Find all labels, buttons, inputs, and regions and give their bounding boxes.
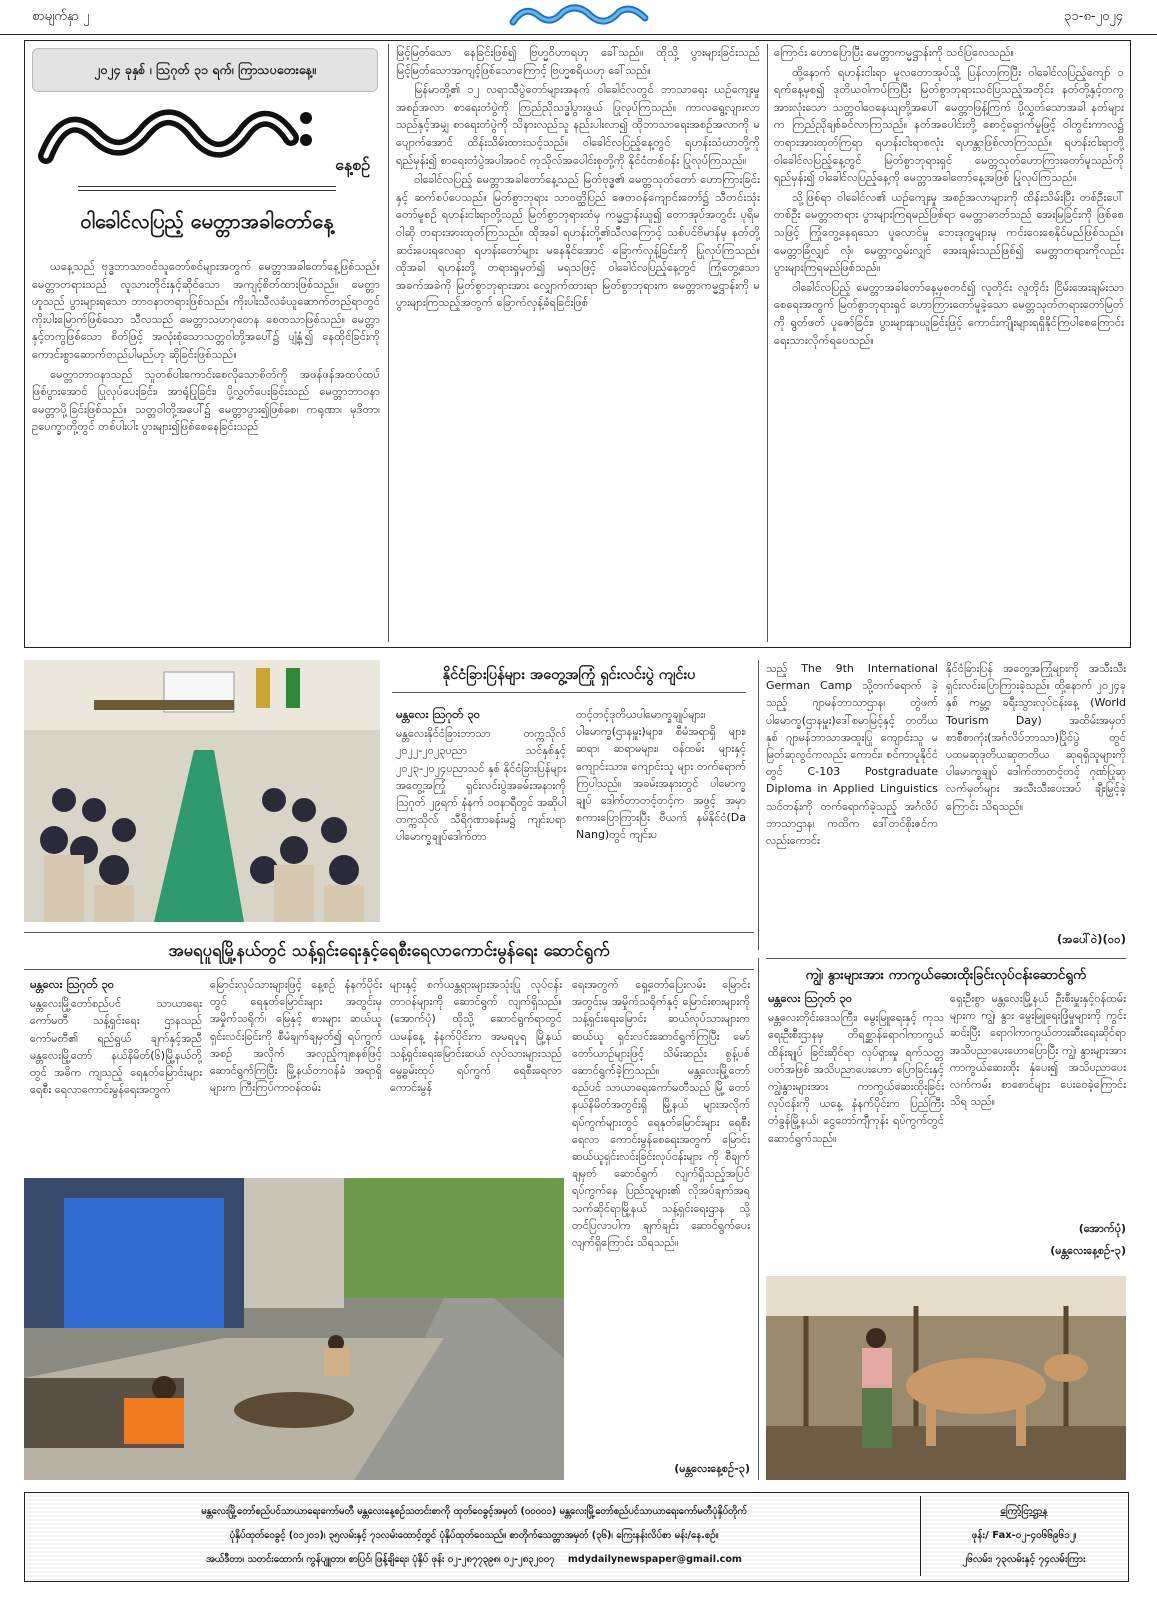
story-amarapura-col-a: [30, 976, 202, 1170]
editorial-paragraph: ထို့နောက် ရဟန်းငါးရာ မူလတောအုပ်သို့ ပြန်လာကြပြီး ဝါခေါင်လပြည့်ကျော် ၁ ရက်နေ့မှစ၍ ဒုတိယဝါကပ်ကြပြီး မြတ်စွာဘုရားသင်ပြသည့်အတိုင်း နတ်တို့နှင့်တကွ အားလုံးသော သတ္တဝါဝေနေယျတို့အပေါ် မေတ္တာဖြန့်ကြက် ပို့လွှတ်သောအခါ နတ်များက ကြည်ညိုချစ်ခင်လာကြသည်။ နတ်အပေါင်းတို့ စောင့်ရှောက်မှုဖြင့် ဝါတွင်းကာလ၌ တရားအားထုတ်ကြရာ ရဟန်းငါးရာစလုံး ရဟန္တာဖြစ်လာကြသည်။ ရဟန်းငါးရာတို့ ဝါခေါင်လပြည့်နေ့တွင် မြတ်စွာဘုရားရှင် မေတ္တသုတ်ဟောကြားတော်မူသည်ကို ရည်မှန်း၍ ဝါခေါင်လပြည့်နေ့ကို မေတ္တာအခါတော်နေ့အဖြစ် ပြုလုပ်ကြသည်။: [774, 65, 1124, 185]
story-text: တင့်တင့်ဒုတိယပါမောက္ခချုပ်များ၊ ပါမောက္ခ(ဌာနမှူး)များ၊ စီမံအရာရှိ များ၊ ဆရာ၊ ဆရာမများ၊ ဝန်ထမ်း များနှင့် ကျောင်းသား၊ ကျောင်းသူ များ တက်ရောက်ကြပါသည်။ အခမ်းအနားတွင် ပါမောက္ခ ချုပ် ဒေါက်တာတင့်တင့်က အဖွင့် အမှာစကားပြောကြားပြီး ဗီယက် နမ်နိုင်ငံ(Da Nang)တွင် ကျင်းပ: [576, 708, 746, 842]
newspaper-logo: [36, 96, 376, 180]
drain-cleaning-photo: [24, 1178, 564, 1480]
logo-rule: [78, 186, 336, 191]
footer-imprint: [34, 1500, 914, 1572]
story-amarapura-col-d: [572, 976, 750, 1460]
ceremony-hall-image: [24, 660, 380, 922]
footer-line: မန္တလေးမြို့တော်စည်ပင်သာယာရေးကော်မတီ မန္တလေးနေ့စဉ်သတင်းစာကို ထုတ်ဝေခွင့်အမှတ် (၀၀၀၀၁) မန္တလေးမြို့တော်စည်ပင်သာယာရေးကော်မတီပုံနှိပ်တိုက်: [201, 1506, 747, 1517]
story-text: နိုင်ငံခြားပြန် အတွေ့အကြုံများကို အသီးသီးရှင်းလင်းပြောကြားခဲ့သည်။ ထို့နောက် ၂၀၂၄ခုနှစ် ကမ္ဘာ့ ခရီးသွားလုပ်ငန်းနေ့ (World Tourism Day) အထိမ်းအမှတ် စာစီစာကုံး(အင်္ဂလိပ်ဘာသာ)ပြိုင်ပွဲ တွင် ပထမဆုဒုတိယဆုတတိယ ဆုရရှိသူများကို ပါမောက္ခချုပ် ဒေါက်တာတင့်တင့် ဂုဏ်ပြုဆု လက်မှတ်များ အသီးသီးပေးအပ် ချီးမြှင့်ခဲ့ကြောင်း သိရသည်။: [946, 662, 1126, 813]
story-foreign-returnees-col-d: [946, 660, 1126, 930]
story-amarapura-col-b: [210, 976, 382, 1170]
editorial-paragraph: ယနေ့သည် ဗုဒ္ဓဘာသာဝင်သူတော်စင်များအတွက် မေတ္တာအခါတော်နေ့ဖြစ်သည်။ မေတ္တာတရားသည် လူသားတိုင်းနှင့်ဆိုင်သော အကျင့်စိတ်ထားဖြစ်သည်။ မေတ္တာဟူသည် ပွားများရသော ဘာဝနာတရားဖြစ်သည်။ ကိုးပါးသီလခံယူဆောက်တည်ရာတွင် ကိုးပါးမြောက်ဖြစ်သော သီလသည် မေတ္တာသဟဂုတေန စေတသာဖြစ်သည်။ မေတ္တာနှင့်တကွဖြစ်သော စိတ်ဖြင့် အလုံးစုံသောသတ္တဝါတို့အပေါ်၌ ပျံ့နှံ့၍ နေထိုင်ခြင်းကို ကောင်းစွာဆောက်တည်ပါမည်ဟု ဆိုခြင်းဖြစ်သည်။: [32, 260, 380, 361]
column-divider: [758, 660, 759, 950]
story-text: ရှေးဦးစွာ မန္တလေးမြို့နယ် ဦးစီးမှူးနှင့်ဝန်ထမ်းများက ကျွဲ၊ နွား မွေးမြူရေးဖြံ့မှုများကို ကွင်းဆင်းပြီး ရောဂါကာကွယ်တားဆီးရေးဆိုင်ရာ အသိပညာပေးဟောပြောပြီး ကျွဲ၊ နွားများအား ကာကွယ်ဆေးထိုး နှံပေး၍ အသိပညာပေး လက်ကမ်း စာစောင်များ ပေးဝေခဲ့ကြောင်း သိရ သည်။: [950, 992, 1126, 1109]
masthead-logo-icon: [505, 2, 655, 32]
byline: မန္တလေး ဩဂုတ် ၃၀: [768, 991, 853, 1005]
editorial-column-3: [774, 44, 1124, 640]
editorial-paragraph: ဝါခေါင်လပြည့် မေတ္တာအခါတော်နေ့သည် မြတ်ဗုဒ္ဓ၏ မေတ္တသုတ်တော် ဟောကြားခြင်းနှင့် ဆက်စပ်ပေသည်။ မြတ်စွာဘုရား သာဝတ္ထိပြည် ဇေတဝန်ကျောင်းတော်၌ သီတင်းသုံးတော်မူစဉ် ရဟန်းငါးရာတို့သည် မြတ်စွာဘုရားထံမှ ကမ္မဋ္ဌာန်းယူ၍ တောအုပ်အတွင်း ပုရိမဝါဆို တရားအားထုတ်ကြသည်။ ထိုအခါ ရဟန်းတို့၏သီလကြောင့် သစ်ပင်ဗိမာန်မှ နတ်တို့ ဆင်းပေးရလေရာ ရဟန်းတော်များ မနေနိုင်အောင် ခြောက်လှန့်ခြင်းကို ပြုလုပ်ကြသည်။ ထိုအခါ ရဟန်းတို့ တရားရှုမှတ်၍ မရသဖြင့် ဝါခေါင်လပြည့်နေ့တွင် ကြုံတွေ့သော အခက်အခဲကို မြတ်စွာဘုရားအား လျှောက်ထားရာ မြတ်စွာဘုရားက မေတ္တာကမ္မဋ္ဌာန်းကို မပွားများကြသည့်အတွက် ခြောက်လှန့်ခံရခြင်းဖြစ်: [396, 173, 760, 310]
story-foreign-returnees-col-c: [766, 660, 938, 950]
ceremony-photo: [24, 660, 380, 922]
story-text: မြောင်းလုပ်သားများဖြင့် နေ့စဉ် နံနက်ပိုင်းတွင် ရေနုတ်မြောင်းများ အတွင်းမှ အမှိုက်သရိုက်၊ မြေနှင့် စားများ ဆယ်ယူရှင်းလင်းခြင်းကို စီမံချက်ချမှတ်၍ ရပ်ကွက်အစဉ် အလိုက် အလှည့်ကျစနစ်ဖြင့် ဆောင်ရွက်ကြပြီး မြို့နယ်တာဝန်ခံ အရာရှိများက ကြီးကြပ်ကာဝန်ထမ်း: [210, 978, 382, 1095]
footer-divider: [920, 1496, 921, 1576]
street-drain-image: [24, 1178, 564, 1480]
masthead-logo-small: [505, 2, 655, 32]
byline: မန္တလေး ဩဂုတ် ၃၀: [396, 707, 481, 721]
logo-subtitle: နေ့စဉ်: [335, 155, 370, 174]
story-text: မန္တလေးနိုင်ငံခြားဘာသာ တက္ကသိုလ် ၂၀၂၂-၂၀၂၃ပညာ သင်နှစ်နှင့် ၂၀၂၃-၂၀၂၄ပညာသင် နှစ် နိုင်ငံခြားပြန်များ အတွေ့အကြုံ ရှင်းလင်းပွဲအခမ်းအနားကို ဩဂုတ် ၂၉ရက် နံနက် ၁၀နာရီတွင် အဆိုပါ တက္ကသိုလ် သီရိဂုဏာခန်းမ၌ ကျင်းပရာ ပါမောက္ခချုပ်ဒေါက်တာ: [396, 727, 566, 844]
story-cattle-headline: [766, 958, 1126, 985]
ads-dept-title: ကြော်ငြာဌာန: [1000, 1506, 1048, 1517]
story-cattle-col-b: [950, 990, 1126, 1216]
editorial-paragraph: မြင့်မြတ်သော နေခြင်းဖြစ်၍ ဗြဟ္မဝိဟာရဟု ခေါ်သည်။ ထိုသို့ ပွားများခြင်းသည် မြင့်မြတ်သောအကျင့်ဖြစ်သောကြောင့် ဗြဟ္မစရိယဟု ခေါ်သည်။: [396, 46, 760, 77]
editorial-column-1: [32, 258, 380, 640]
story-text: ရေးအတွက် ရှေ့တော်ပြေးလမ်း မြောင်းအတွင်းမှ အမှိုက်သရိုက်နှင့် မြောင်းစားများကို သန့်ရှင်းရေးမြောင်း ဆယ်လုပ်သားများက ဆယ်ယူ ရှင်းလင်းဆောင်ရွက်ကြပြီး မော် တော်ယာဉ်များဖြင့် သိမ်းဆည်း စွန့်ပစ်ဆောင်ရွက်ခဲ့ကြသည်။ မန္တလေးမြို့တော်စည်ပင် သာယာရေးကော်မတီသည် မြို့ တော်နယ်နိမိတ်အတွင်းရှိ မြို့နယ် များအလိုက် ရပ်ကွက်များတွင် ရေနုတ်မြောင်းများ ရေစီးရေလာ ကောင်းမွန်စေရေးအတွက် မြောင်း ဆယ်ယူရှင်းလင်းခြင်းလုပ်ငန်းများ ကို စီချက်ချမှတ် ဆောင်ရွက် လျက်ရှိသည့်အပြင် ရပ်ကွက်နေ ပြည်သူများ၏ လိုအပ်ချက်အရ သက်ဆိုင်ရာမြို့နယ် သန့်ရှင်းရေးဌာန သို့ တင်ပြလာပါက ချက်ချင်း ဆောင်ရွက်ပေးလျက်ရှိကြောင်း သိရသည်။: [572, 978, 750, 1250]
story-amarapura-headline: [24, 932, 754, 970]
footer-line: [34, 1548, 914, 1572]
editorial-headline: [36, 208, 378, 234]
story-text: မန္တလေးတိုင်းဒေသကြီး၊ မွေးမြူရေးနှင့် ကုသရေးဦးစီးဌာနမှ တိရစ္ဆာန်ရောဂါကာကွယ်ထိန်းချုပ် ခြင်းဆိုင်ရာ လုပ်ရှားမှု ရက်သတ္တ ပတ်အဖြစ် အသိပညာပေးဟော ပြောခြင်းနှင့် ကျွဲ၊နွားများအား ကာကွယ်ဆေးထိုးခြင်းလုပ်ငန်းကို ယနေ့ နံနက်ပိုင်းက ပြည်ကြီး တံခွန်မြို့နယ်၊ ငွေတော်ကျီကုန်း ရပ်ကွက်တွင် ဆောင်ရွက်သည်။: [768, 1011, 944, 1145]
editorial-date-bar: [32, 48, 378, 92]
byline: မန္တလေး ဩဂုတ် ၃၀: [30, 977, 115, 991]
editorial-date: ၂၀၂၄ ခုနှစ် ၊ ဩဂုတ် ၃၁ ရက်၊ ကြာသပတေးနေ့။: [94, 62, 316, 77]
story-foreign-returnees-col-b: [576, 706, 746, 924]
photo-credit: (မန္တလေးနေ့စဉ်-၃): [674, 1462, 750, 1475]
cattle-vaccination-image: [766, 1276, 1126, 1480]
page-header: [0, 0, 1157, 35]
story-text: သည့် The 9th International German Camp သို့တက်ရောက် ခဲ့သည့် ဂျာမန်ဘာသာဌာန၊ တွဲဖက် ပါမောက္ခ(ဌာနမှူး)ဒေါ်စမာမြင့်နှင့် တတိယနှစ် ဂျာမန်ဘာသာအထူးပြု ကျောင်းသူ မမြတ်ဆုလွင်ကလည်း ကောင်း၊ စင်ကာပူနိုင်ငံတွင် C-103 Postgraduate Diploma in Applied Linguistics သင်တန်းကို တက်ရောက်ခဲ့သည့် အင်္ဂလိပ်ဘာသာဌာန၊ ကထိက ဒေါ်တင်စိုးဇင်ကလည်းကောင်း: [766, 662, 938, 848]
page-number: စာမျက်နှာ ၂: [32, 9, 90, 24]
photo-credit: (အောက်ပုံ): [1078, 1222, 1126, 1235]
story-amarapura-col-c: [390, 976, 562, 1170]
editorial-paragraph: သို့ဖြစ်ရာ ဝါခေါင်လ၏ ယဉ်ကျေးမှု အစဉ်အလာများကို ထိန်းသိမ်းပြီး တစ်ဦးပေါ်တစ်ဦး မေတ္တာတရား ပွားများကြရမည်ဖြစ်ရာ မေတ္တာဓာတ်သည် အေးမြခြင်းကို ဖြစ်စေသဖြင့် ကြုံတွေ့နေရသော ပူလောင်မှု ဘေးဒုက္ခများမှ ကင်းဝေးစေနိုင်မည်ဖြစ်သည်။ မေတ္တာခြံလျှင် လုံ၊ မေတ္တာလွှမ်းလျှင် အေးချမ်းသည်ဖြစ်၍ မေတ္တာတရားကိုလည်း ပွားများကြရမည်ဖြစ်သည်။: [774, 190, 1124, 275]
column-divider: [388, 44, 389, 642]
story-text: မန္တလေးမြို့တော်စည်ပင် သာယာရေးကော်မတီ သန့်ရှင်းရေး ဌာနသည် ကော်မတီ၏ ရည်ရွယ် ချက်နှင့်အညီ မန္တလေးမြို့တော် နယ်နိမိတ်(၆)မြို့နယ်တို့တွင် အဓိက ကျသည့် ရေနုတ်မြောင်းများ ရေစီး ရေလာကောင်းမွန်ရေးအတွက်: [30, 997, 202, 1097]
photo-credit: (မန္တလေးနေ့စဉ်-၃): [1050, 1244, 1126, 1257]
story-cattle-col-a: [768, 990, 944, 1270]
story-foreign-returnees-col-a: [396, 706, 566, 924]
page-date: ၃၁-၈-၂၀၂၄: [1064, 9, 1123, 24]
headline-text: အမရပူရမြို့နယ်တွင် သန့်ရှင်းရေးနှင့်ရေစီးရေလာကောင်းမွန်ရေး ဆောင်ရွက်: [168, 941, 610, 960]
story-foreign-returnees-headline: [392, 664, 746, 693]
story-text: များနှင့် စက်ယန္တရားများအသုံးပြု လုပ်ငန်းတာဝန်များကို ဆောင်ရွက် လျက်ရှိသည်။ (အောက်ပုံ) ထိုသို့ ဆောင်ရွက်ရာတွင် ယမန်နေ့ နံနက်ပိုင်းက အမရပူရ မြို့နယ် သန့်ရှင်းရေးမြောင်းဆယ် လုပ်သားများသည် မွေ့ခွမ်းထုပ် ရပ်ကွက် ရေစီးရေလာ ကောင်းမွန်: [390, 978, 562, 1095]
footer-line: ပုံနှိပ်ထုတ်ဝေခွင့် (၀၁၂၀၁)၊ ၃၅လမ်းနှင့် ၇၁လမ်းထောင့်တွင် ပုံနှိပ်ထုတ်ဝေသည်။ စာတိုက်သေတ္တာအမှတ် (၃၆)၊ ကြေးနန်းလိပ်စာ မန်း/နေ.စဉ်။: [229, 1530, 719, 1541]
ads-dept-phone: ဖုန်း/ Fax-၀၂-၄၀၆၆၉၆၁၂၊: [971, 1530, 1077, 1541]
column-divider: [758, 958, 759, 1480]
headline-text: ကျွဲ၊ နွားများအား ကာကွယ်ဆေးထိုးခြင်းလုပ်ငန်းဆောင်ရွက်: [805, 967, 1087, 983]
column-divider: [767, 44, 768, 642]
editorial-paragraph: မြန်မာတို့၏ ၁၂ လရာသီပွဲတော်များအနက် ဝါခေါင်လတွင် ဘာသာရေး ယဉ်ကျေးမှုအစဉ်အလာ စာရေးတံပွဲကို ကြည်ညိုသဒ္ဓါပွားဖွယ် ပြုလုပ်ကြသည်။ ကာလရွေ့လျားလာသည်နှင့်အမျှ စာရေးတံပွဲကို သိနားလည်သူ နည်းပါးလာ၍ ထိုဘာသာရေးအစဉ်အလာကို မပျောက်အောင် ထိန်းသိမ်းထားသင့်သည်။ ဝါခေါင်လပြည့်နေ့တွင် ရဟန်းသံဃာတို့ကိုရည်မှန်း၍ စာရေးတံပွဲအပါအဝင် ကုသိုလ်အပေါင်းစုတို့ကို နိုင်ငံတစ်ဝန်း ပြုလုပ်ကြသည်။: [396, 83, 760, 167]
editorial-column-2: [396, 44, 760, 640]
footer-email[interactable]: mdydailynewspaper@gmail.com: [567, 1554, 742, 1565]
editorial-headline-text: ဝါခေါင်လပြည့် မေတ္တာအခါတော်နေ့: [80, 209, 334, 233]
footer-contact: အယ်ဒီတာ၊ သတင်းထောက်၊ ကွန်ပျူတာ၊ စာပြင်၊ ဖြန့်ချိရေး၊ ပုံနှိပ် ဖုန်း ၀၂-၂၈၇၇၃၉၈၊ ၀၂-၂၈၃၂၀၀၇: [206, 1554, 555, 1565]
cattle-photo: [766, 1276, 1126, 1480]
editorial-paragraph: မေတ္တာဘာဝနာသည် သူတစ်ပါးကောင်းစေလိုသောစိတ်ကို အဖန်ဖန်အထပ်ထပ်ဖြစ်ပွားအောင် ပြုလုပ်ပေးခြင်း၊ အာရုံပြုခြင်း၊ ပို့လွှတ်ပေးခြင်းသည် မေတ္တာဘာဝနာမေတ္တာပို့ခြင်းဖြစ်သည်။ သတ္တဝါတို့အပေါ်၌ မေတ္တာပွား၍ဖြစ်စေ၊ ကရုဏာ၊ မုဒိတာ၊ ဥပေက္ခာတို့တွင် တစ်ပါးပါး ပွားများ၍ဖြစ်စေနေခြင်းသည်: [32, 367, 380, 434]
editorial-paragraph: ဝါခေါင်လပြည့် မေတ္တာအခါတော်နေ့မှစတင်၍ လူတိုင်း လူတိုင်း ငြိမ်းအေးချမ်းသာစေရေးအတွက် မြတ်စွာဘုရားရှင် ဟောကြားတော်မူခဲ့သော မေတ္တသုတ်တရားတော်မြတ်ကို ရွတ်ဖတ် ပူဇော်ခြင်း၊ ပွားများနာယူခြင်းဖြင့် ကောင်းကျိုးများရရှိနိုင်ကြပါစေကြောင်း ရေးသားလိုက်ရပေသည်။: [774, 280, 1124, 347]
footer-advertising: [926, 1500, 1122, 1572]
ads-dept-address: ၂၆လမ်း၊ ၇၃လမ်းနှင့် ၇၄လမ်းကြား: [962, 1554, 1086, 1565]
headline-text: နိုင်ငံခြားပြန်များ အတွေ့အကြုံ ရှင်းလင်းပွဲ ကျင်းပ: [442, 667, 696, 683]
newspaper-logo-icon: [36, 96, 376, 180]
photo-credit: (အပေါ်ဝဲ)(ဝ၀): [1057, 932, 1126, 946]
editorial-paragraph: ကြောင်း ဟောပြောပြီး မေတ္တာကမ္မဋ္ဌာန်းကို သင်ပြလေသည်။: [774, 46, 1015, 59]
